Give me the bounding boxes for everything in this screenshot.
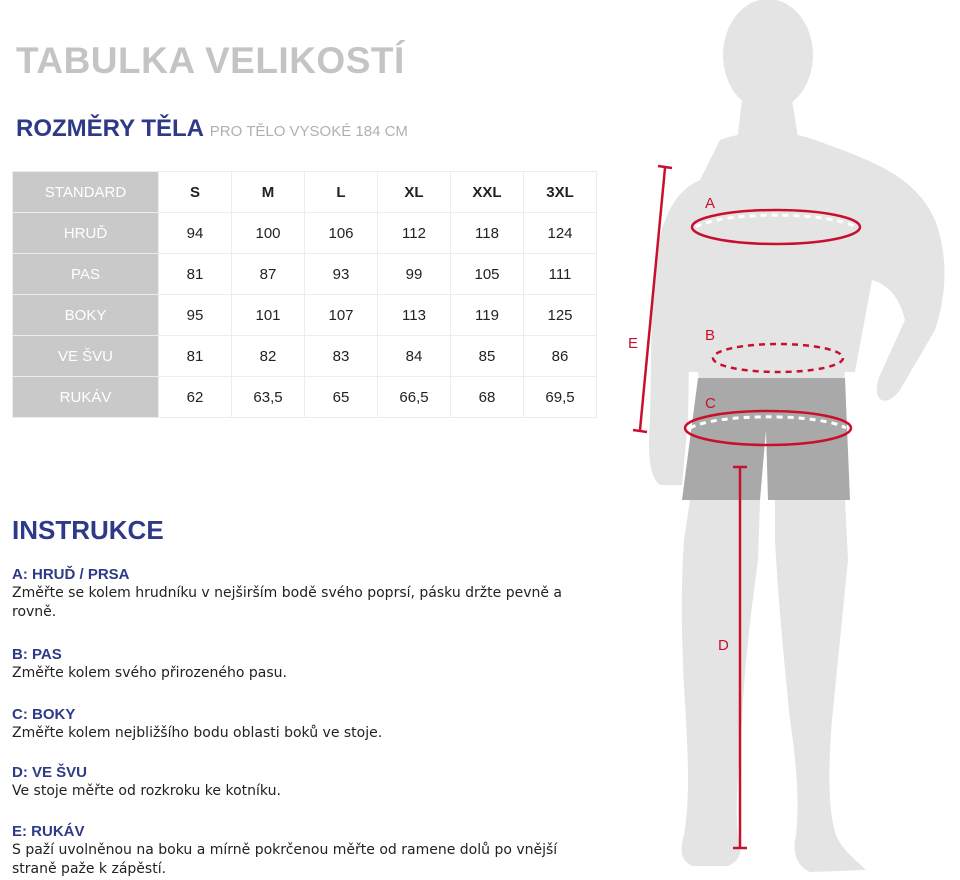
- instruction-text: Ve stoje měřte od rozkroku ke kotníku.: [12, 783, 281, 799]
- table-header-row: [13, 172, 597, 213]
- table-cell: 125: [524, 295, 597, 336]
- table-cell: 63,5: [232, 377, 305, 418]
- label-a: A: [705, 195, 716, 212]
- instruction-item: [12, 822, 572, 879]
- row-label: HRUĎ: [13, 213, 159, 254]
- left-leg: [775, 500, 866, 872]
- right-leg: [682, 500, 760, 866]
- instruction-text: S paží uvolněnou na boku a mírně pokrčenou měřte od ramene dolů po vnější straně paže k zápěstí.: [12, 842, 558, 877]
- instruction-text: Změřte kolem svého přirozeného pasu.: [12, 665, 287, 681]
- table-cell: 62: [159, 377, 232, 418]
- table-cell: 100: [232, 213, 305, 254]
- instruction-text: Změřte se kolem hrudníku v nejširším bodě svého poprsí, pásku držte pevně a rovně.: [12, 585, 563, 620]
- size-label: M: [232, 172, 305, 213]
- table-cell: 111: [524, 254, 597, 295]
- table-cell: 65: [305, 377, 378, 418]
- instruction-heading: A: HRUĎ / PRSA: [12, 566, 130, 583]
- table-cell: 118: [451, 213, 524, 254]
- row-label: STANDARD: [13, 172, 159, 213]
- table-cell: 83: [305, 336, 378, 377]
- size-label: 3XL: [524, 172, 597, 213]
- instruction-heading: C: BOKY: [12, 706, 76, 723]
- table-row: [13, 295, 597, 336]
- table-cell: 87: [232, 254, 305, 295]
- subtitle-text: ROZMĚRY TĚLA: [16, 115, 204, 142]
- instruction-text: Změřte kolem nejbližšího bodu oblasti boků ve stoje.: [12, 725, 383, 741]
- row-label: VE ŠVU: [13, 336, 159, 377]
- table-row: [13, 336, 597, 377]
- table-cell: 106: [305, 213, 378, 254]
- table-cell: 95: [159, 295, 232, 336]
- table-cell: 112: [378, 213, 451, 254]
- instruction-item: [12, 705, 572, 743]
- head: [723, 0, 813, 111]
- label-e: E: [628, 335, 639, 352]
- row-label: RUKÁV: [13, 377, 159, 418]
- instruction-heading: E: RUKÁV: [12, 823, 85, 840]
- instruction-item: [12, 763, 572, 801]
- size-table: [12, 171, 597, 418]
- label-d: D: [718, 637, 729, 654]
- table-cell: 66,5: [378, 377, 451, 418]
- table-cell: 69,5: [524, 377, 597, 418]
- table-row: [13, 213, 597, 254]
- table-cell: 86: [524, 336, 597, 377]
- instruction-item: [12, 645, 572, 683]
- size-label: L: [305, 172, 378, 213]
- instruction-heading: B: PAS: [12, 646, 62, 663]
- page-title: TABULKA VELIKOSTÍ: [16, 40, 405, 81]
- table-row: [13, 254, 597, 295]
- row-label: BOKY: [13, 295, 159, 336]
- table-cell: 119: [451, 295, 524, 336]
- row-label: PAS: [13, 254, 159, 295]
- instruction-heading: D: VE ŠVU: [12, 764, 88, 781]
- table-cell: 81: [159, 254, 232, 295]
- table-row: [13, 377, 597, 418]
- table-cell: 124: [524, 213, 597, 254]
- instruction-item: [12, 565, 572, 622]
- label-b: B: [705, 327, 716, 344]
- label-c: C: [705, 395, 716, 412]
- page-subtitle: [16, 115, 408, 143]
- table-cell: 81: [159, 336, 232, 377]
- instructions-title: INSTRUKCE: [12, 515, 164, 545]
- sleeve-line-top-cap: [658, 166, 672, 168]
- table-cell: 107: [305, 295, 378, 336]
- sleeve-line-bottom-cap: [633, 430, 647, 432]
- table-cell: 84: [378, 336, 451, 377]
- table-cell: 82: [232, 336, 305, 377]
- size-label: XL: [378, 172, 451, 213]
- table-cell: 85: [451, 336, 524, 377]
- torso: [678, 133, 945, 401]
- body-figure: [600, 0, 960, 880]
- table-cell: 99: [378, 254, 451, 295]
- table-cell: 113: [378, 295, 451, 336]
- size-label: S: [159, 172, 232, 213]
- table-cell: 94: [159, 213, 232, 254]
- table-cell: 105: [451, 254, 524, 295]
- subtitle-note: PRO TĚLO VYSOKÉ 184 CM: [209, 123, 408, 140]
- table-cell: 93: [305, 254, 378, 295]
- size-label: XXL: [451, 172, 524, 213]
- table-cell: 101: [232, 295, 305, 336]
- table-cell: 68: [451, 377, 524, 418]
